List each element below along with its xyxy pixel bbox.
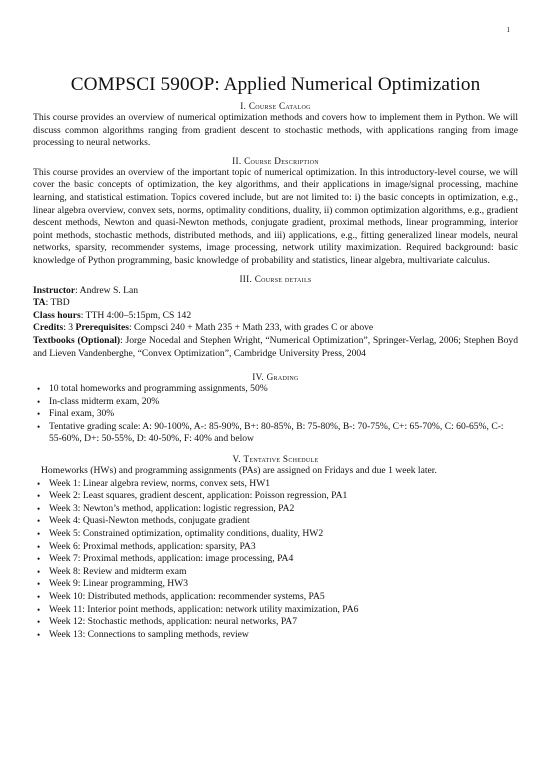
bullet-icon: • <box>37 384 41 395</box>
credits-value: : 3 <box>63 322 76 334</box>
section-numeral: III. <box>239 273 253 284</box>
section-title: Course details <box>254 273 312 284</box>
bullet-icon: • <box>37 409 41 420</box>
grading-list <box>33 383 518 446</box>
ta-value: : TBD <box>45 297 70 309</box>
section-heading-description <box>33 155 518 167</box>
class-hours-label: Class hours <box>33 309 81 321</box>
prerequisites-value: : Compsci 240 + Math 235 + Math 233, with grades C or above <box>128 322 374 334</box>
list-item: • Week 2: Least squares, gradient descent, application: Poisson regression, PA1 <box>37 490 348 502</box>
section-heading-grading <box>33 371 518 383</box>
list-item: • Week 11: Interior point methods, application: network utility maximization, PA6 <box>37 603 359 615</box>
bullet-icon: • <box>37 478 41 489</box>
list-item: • Tentative grading scale: A: 90-100%, A-: 85-90%, B+: 80-85%, B: 75-80%, B-: 70-75%, C+: 65-70%, C: 60-65%, C-: 55-60%, D+: 50-55%, D: 40-50%, F: 40% and below <box>37 420 504 445</box>
section-heading-catalog <box>33 100 518 112</box>
bullet-icon: • <box>37 529 41 540</box>
catalog-paragraph: This course provides an overview of numerical optimization methods and covers how to implement them in Python. We will discuss common algorithms ranging from gradient descent to stochastic methods, with applications ranging from image processing to neural networks. <box>33 112 518 149</box>
list-item: • Week 1: Linear algebra review, norms, convex sets, HW1 <box>37 477 271 489</box>
bullet-icon: • <box>37 503 41 514</box>
section-numeral: IV. <box>252 372 265 383</box>
ta-row <box>33 297 518 310</box>
bullet-icon: • <box>37 629 41 640</box>
list-item: • Week 5: Constrained optimization, optimality conditions, duality, HW2 <box>37 528 324 540</box>
section-title: Grading <box>266 372 299 383</box>
schedule-list <box>33 478 518 642</box>
section-numeral: I. <box>240 101 247 111</box>
class-hours-row <box>33 310 518 323</box>
bullet-icon: • <box>37 579 41 590</box>
textbooks-row <box>33 335 518 360</box>
section-title: Course Catalog <box>248 101 311 111</box>
section-heading-details <box>33 273 518 285</box>
list-item: • Week 7: Proximal methods, application: image processing, PA4 <box>37 553 294 565</box>
textbooks-value: : Jorge Nocedal and Stephen Wright, “Numerical Optimization”, Springer-Verlag, 2006; Stephen Boyd and Lieven Vandenberghe, “Convex Optimization”, Cambridge University Press, 2004 <box>33 334 518 359</box>
list-item: • Week 4: Quasi-Newton methods, conjugate gradient <box>37 515 250 527</box>
credits-label: Credits <box>33 322 64 334</box>
description-paragraph: This course provides an overview of the important topic of numerical optimization. In this introductory-level course, we will cover the basic concepts of optimization, the key algorithms, and their applications in image/signal processing, machine learning, and statistical estimation. Topics covered include, but are not limited to: i) the basic concepts in optimization, e.g., linear algebra overview, convex sets, norms, optimality conditions, duality, ii) common optimization algorithms, e.g., gradient descent methods, Newton and quasi-Newton methods, conjugate gradient, proximal methods, linear programming, interior point methods, stochastic methods, distributed methods, and iii) applications, e.g., fitting generalized linear models, neural networks, sparsity, recommender systems, image processing, network utility maximization. Required background: basic knowledge of Python programming, basic knowledge of probability and statistics, linear algebra, multivariate calculus. <box>33 166 518 266</box>
instructor-row <box>33 285 518 298</box>
bullet-icon: • <box>37 491 41 502</box>
ta-label: TA <box>33 297 46 309</box>
bullet-icon: • <box>37 566 41 577</box>
bullet-icon: • <box>37 541 41 552</box>
section-numeral: V. <box>232 454 241 465</box>
list-item: • Final exam, 30% <box>37 408 115 420</box>
bullet-icon: • <box>37 516 41 527</box>
list-item: • In-class midterm exam, 20% <box>37 395 160 407</box>
section-numeral: II. <box>232 155 242 166</box>
page-number: 1 <box>506 26 510 34</box>
list-item: • Week 6: Proximal methods, application: sparsity, PA3 <box>37 540 256 552</box>
list-item: • Week 9: Linear programming, HW3 <box>37 578 189 590</box>
bullet-icon: • <box>37 592 41 602</box>
bullet-icon: • <box>37 421 41 432</box>
bullet-icon: • <box>37 396 41 407</box>
document-title: COMPSCI 590OP: Applied Numerical Optimization <box>70 74 481 95</box>
list-item: • Week 12: Stochastic methods, application: neural networks, PA7 <box>37 616 297 628</box>
section-heading-schedule <box>33 453 518 465</box>
list-item: • Week 8: Review and midterm exam <box>37 565 187 577</box>
list-item: • 10 total homeworks and programming assignments, 50% <box>37 383 268 395</box>
textbooks-label: Textbooks (Optional) <box>33 334 121 346</box>
list-item: • Week 3: Newton’s method, application: logistic regression, PA2 <box>37 502 295 514</box>
schedule-intro: Homeworks (HWs) and programming assignments (PAs) are assigned on Fridays and due 1 week later. <box>41 465 437 477</box>
section-title: Course Description <box>244 155 319 166</box>
document-content <box>33 74 518 641</box>
class-hours-value: : TTH 4:00–5:15pm, CS 142 <box>80 309 192 321</box>
credits-row <box>33 322 518 335</box>
instructor-label: Instructor <box>33 284 76 296</box>
bullet-icon: • <box>37 554 41 565</box>
list-item: • Week 13: Connections to sampling methods, review <box>37 628 249 640</box>
bullet-icon: • <box>37 617 41 628</box>
list-item: • Week 10: Distributed methods, application: recommender systems, PA5 <box>37 591 325 602</box>
prerequisites-label: Prerequisites <box>75 322 129 334</box>
section-title: Tentative Schedule <box>243 454 319 465</box>
instructor-value: : Andrew S. Lan <box>75 284 138 296</box>
bullet-icon: • <box>37 604 41 615</box>
